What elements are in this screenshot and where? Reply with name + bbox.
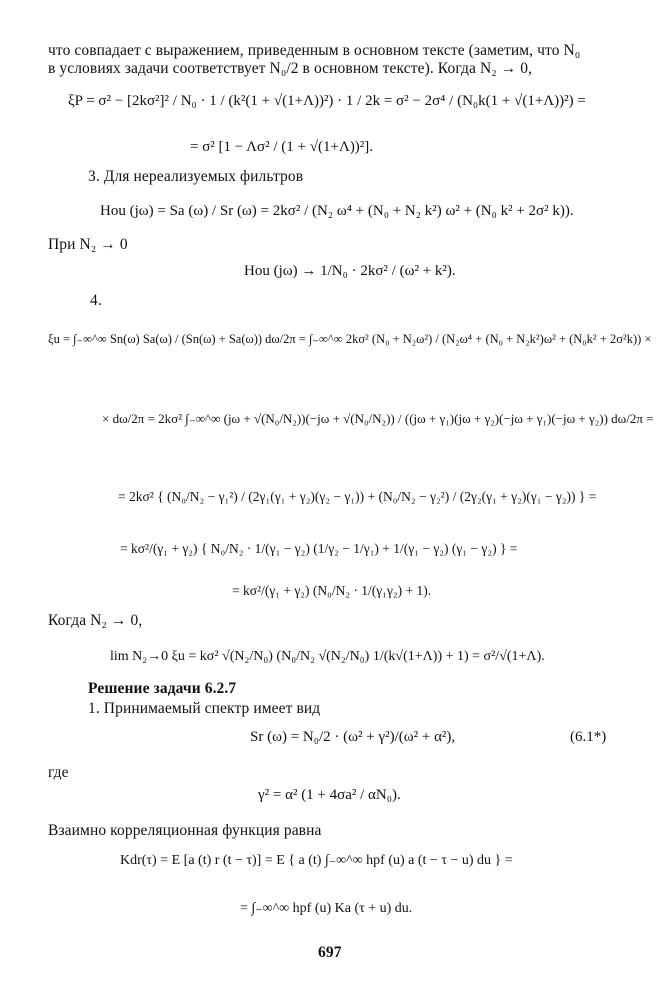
equation-hou: Hou (jω) = Sa (ω) / Sr (ω) = 2kσ² / (N₂ ω⁴ + (N₀ + N₂ k²) ω² + (N₀ k² + 2σ² k)). bbox=[100, 203, 574, 219]
equation-xi-u-line-1: ξu = ∫₋∞^∞ Sn(ω) Sa(ω) / (Sn(ω) + Sa(ω)) dω/2π = ∫₋∞^∞ 2kσ² (N₀ + N₂ω²) / (N₂ω⁴ + (N₀ + N₂k²)ω² + (N₀k² + 2σ²k)) × bbox=[48, 332, 652, 346]
intro-line-1: что совпадает с выражением, приведенным в основном тексте (заметим, что N₀ bbox=[48, 42, 581, 59]
equation-sr: Sr (ω) = N₀/2 · (ω² + γ²)/(ω² + α²), bbox=[250, 729, 456, 745]
where-text: где bbox=[48, 764, 69, 781]
equation-xi-p-line-2: = σ² [1 − Λσ² / (1 + √(1+Λ))²]. bbox=[190, 139, 374, 155]
equation-kdr-line-1: Kdr(τ) = E [a (t) r (t − τ)] = E { a (t) ∫₋∞^∞ hpf (u) a (t − τ − u) du } = bbox=[120, 853, 513, 868]
cross-correlation-text: Взаимно корреляционная функция равна bbox=[48, 822, 322, 839]
page-number: 697 bbox=[318, 944, 342, 961]
intro-line-2: в условиях задачи соответствует N₀/2 в основном тексте). Когда N₂ → 0, bbox=[48, 60, 533, 77]
equation-xi-p-line-1: ξP = σ² − [2kσ²]² / N₀ · 1 / (k²(1 + √(1+Λ))²) · 1 / 2k = σ² − 2σ⁴ / (N₀k(1 + √(1+Λ))²) = bbox=[68, 93, 586, 109]
equation-xi-u-line-4: = kσ²/(γ₁ + γ₂) { N₀/N₂ · 1/(γ₁ − γ₂) (1/γ₂ − 1/γ₁) + 1/(γ₁ − γ₂) (γ₁ − γ₂) } = bbox=[120, 541, 518, 556]
item-4-heading: 4. bbox=[90, 292, 102, 309]
limit-condition-text-2: Когда N₂ → 0, bbox=[48, 612, 143, 629]
item-1-heading: 1. Принимаемый спектр имеет вид bbox=[88, 700, 321, 717]
solution-heading: Решение задачи 6.2.7 bbox=[88, 680, 237, 697]
equation-kdr-line-2: = ∫₋∞^∞ hpf (u) Ka (τ + u) du. bbox=[240, 901, 413, 916]
item-3-heading: 3. Для нереализуемых фильтров bbox=[88, 168, 304, 185]
equation-limit-xi-u: lim N₂→0 ξu = kσ² √(N₂/N₀) (N₀/N₂ √(N₂/N₀) 1/(k√(1+Λ)) + 1) = σ²/√(1+Λ). bbox=[110, 649, 545, 664]
equation-gamma: γ² = α² (1 + 4σa² / αN₀). bbox=[258, 787, 401, 803]
equation-xi-u-line-3: = 2kσ² { (N₀/N₂ − γ₁²) / (2γ₁(γ₁ + γ₂)(γ₂ − γ₁)) + (N₀/N₂ − γ₂²) / (2γ₂(γ₁ + γ₂)(γ₁ − γ₂)) } = bbox=[118, 489, 597, 504]
equation-number: (6.1*) bbox=[570, 729, 607, 745]
equation-hou-limit: Hou (jω) → 1/N₀ · 2kσ² / (ω² + k²). bbox=[244, 263, 456, 279]
equation-xi-u-line-2: × dω/2π = 2kσ² ∫₋∞^∞ (jω + √(N₀/N₂))(−jω + √(N₀/N₂)) / ((jω + γ₁)(jω + γ₂)(−jω + γ₁)(−jω + γ₂)) dω/2π = bbox=[102, 411, 654, 426]
equation-xi-u-line-5: = kσ²/(γ₁ + γ₂) (N₀/N₂ · 1/(γ₁γ₂) + 1). bbox=[232, 583, 432, 598]
limit-condition-text: При N₂ → 0 bbox=[48, 236, 128, 253]
